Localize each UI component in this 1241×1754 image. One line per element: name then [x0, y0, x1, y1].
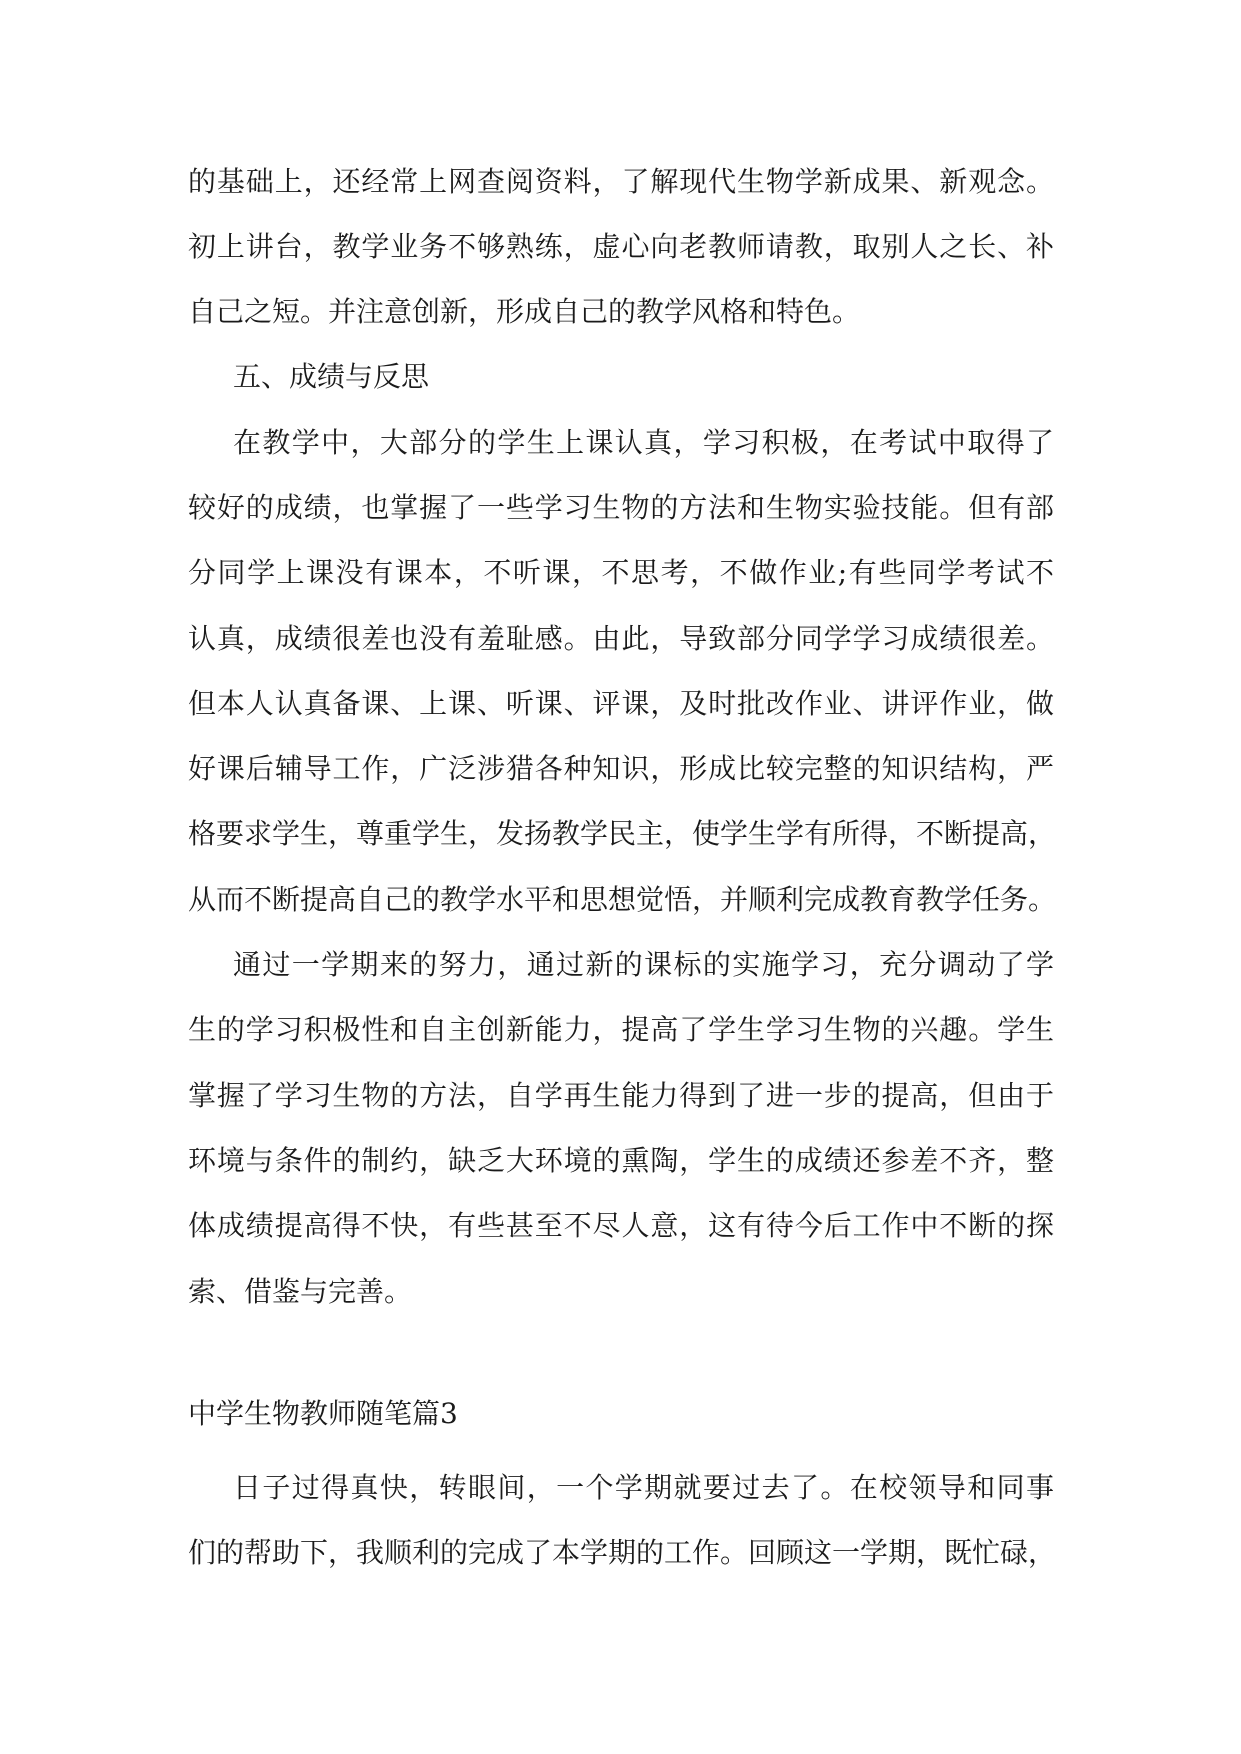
paragraph-line: 通过一学期来的努力，通过新的课标的实施学习，充分调动了学	[233, 948, 1054, 982]
paragraph-line: 掌握了学习生物的方法，自学再生能力得到了进一步的提高，但由于	[188, 1078, 1054, 1112]
paragraph-line: 体成绩提高得不快，有些甚至不尽人意，这有待今后工作中不断的探	[188, 1209, 1054, 1243]
paragraph-line: 们的帮助下，我顺利的完成了本学期的工作。回顾这一学期，既忙碌，	[188, 1535, 1057, 1569]
paragraph-line: 好课后辅导工作，广泛涉猎各种知识，形成比较完整的知识结构，严	[188, 752, 1054, 786]
paragraph-line: 环境与条件的制约，缺乏大环境的熏陶，学生的成绩还参差不齐，整	[188, 1143, 1054, 1177]
paragraph-line: 较好的成绩，也掌握了一些学习生物的方法和生物实验技能。但有部	[188, 490, 1054, 524]
continuation-line: 自己之短。并注意创新，形成自己的教学风格和特色。	[188, 295, 861, 329]
body-text-block	[188, 149, 1057, 1324]
section-heading: 五、成绩与反思	[233, 360, 430, 394]
continuation-line: 的基础上，还经常上网查阅资料，了解现代生物学新成果、新观念。	[188, 164, 1054, 198]
paragraph-line: 但本人认真备课、上课、听课、评课，及时批改作业、讲评作业，做	[188, 686, 1054, 720]
paragraph-line: 日子过得真快，转眼间，一个学期就要过去了。在校领导和同事	[233, 1470, 1054, 1504]
paragraph-line: 分同学上课没有课本，不听课，不思考，不做作业;有些同学考试不	[188, 556, 1054, 590]
paragraph-line: 认真，成绩很差也没有羞耻感。由此，导致部分同学学习成绩很差。	[188, 621, 1054, 655]
paragraph-line: 在教学中，大部分的学生上课认真，学习积极，在考试中取得了	[233, 425, 1054, 459]
continuation-line: 初上讲台，教学业务不够熟练，虚心向老教师请教，取别人之长、补	[188, 229, 1054, 263]
paragraph-line: 生的学习积极性和自主创新能力，提高了学生学习生物的兴趣。学生	[188, 1013, 1054, 1047]
article-title-block	[188, 1381, 1054, 1446]
paragraph-line: 索、借鉴与完善。	[188, 1274, 413, 1308]
body-text-block	[188, 1455, 1057, 1586]
paragraph-line: 从而不断提高自己的教学水平和思想觉悟，并顺利完成教育教学任务。	[188, 882, 1057, 916]
paragraph-line: 格要求学生，尊重学生，发扬教学民主，使学生学有所得，不断提高，	[188, 817, 1057, 851]
article-title: 中学生物教师随笔篇3	[188, 1396, 458, 1430]
